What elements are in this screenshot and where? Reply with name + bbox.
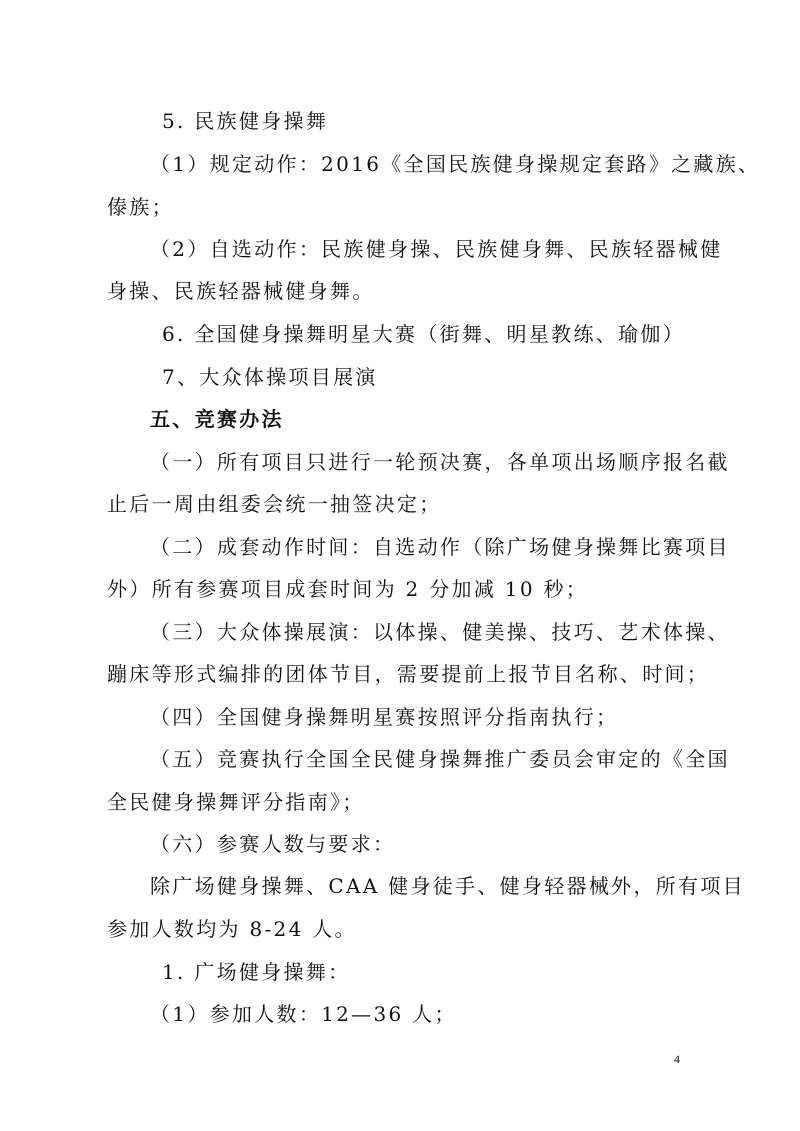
paragraph-line: 外）所有参赛项目成套时间为 2 分加减 10 秒； [107, 577, 589, 601]
paragraph-line: （六）参赛人数与要求： [150, 832, 396, 856]
paragraph-line: 蹦床等形式编排的团体节目，需要提前上报节目名称、时间； [107, 662, 710, 686]
paragraph-line: （三）大众体操展演：以体操、健美操、技巧、艺术体操、 [150, 620, 730, 644]
paragraph-line: （2）自选动作：民族健身操、民族健身舞、民族轻器械健 [150, 237, 723, 261]
paragraph-line: 除广场健身操舞、CAA 健身徒手、健身轻器械外，所有项目 [150, 874, 745, 898]
paragraph-line: 傣族； [107, 195, 174, 219]
paragraph-line: （四）全国健身操舞明星赛按照评分指南执行； [150, 705, 619, 729]
section-item-5: 5. 民族健身操舞 [162, 109, 329, 133]
page-number: 4 [674, 1052, 680, 1066]
section-heading: 五、竞赛办法 [150, 407, 284, 431]
section-item-7: 7、大众体操项目展演 [162, 365, 378, 389]
paragraph-line: （二）成套动作时间：自选动作（除广场健身操舞比赛项目 [150, 535, 730, 559]
paragraph-line: （1）参加人数：12—36 人； [150, 1002, 457, 1026]
paragraph-line: （一）所有项目只进行一轮预决赛，各单项出场顺序报名截 [150, 450, 730, 474]
section-item-6: 6. 全国健身操舞明星大赛（街舞、明星教练、瑜伽） [162, 322, 685, 346]
paragraph-line: 止后一周由组委会统一抽签决定； [107, 492, 442, 516]
paragraph-line: （1）规定动作：2016《全国民族健身操规定套路》之藏族、 [150, 152, 761, 176]
paragraph-line: 参加人数均为 8-24 人。 [107, 917, 357, 941]
subsection-item-1: 1. 广场健身操舞： [162, 960, 351, 984]
paragraph-line: （五）竞赛执行全国全民健身操舞推广委员会审定的《全国 [150, 747, 730, 771]
paragraph-line: 全民健身操舞评分指南》； [107, 790, 365, 814]
paragraph-line: 身操、民族轻器械健身舞。 [107, 279, 375, 303]
